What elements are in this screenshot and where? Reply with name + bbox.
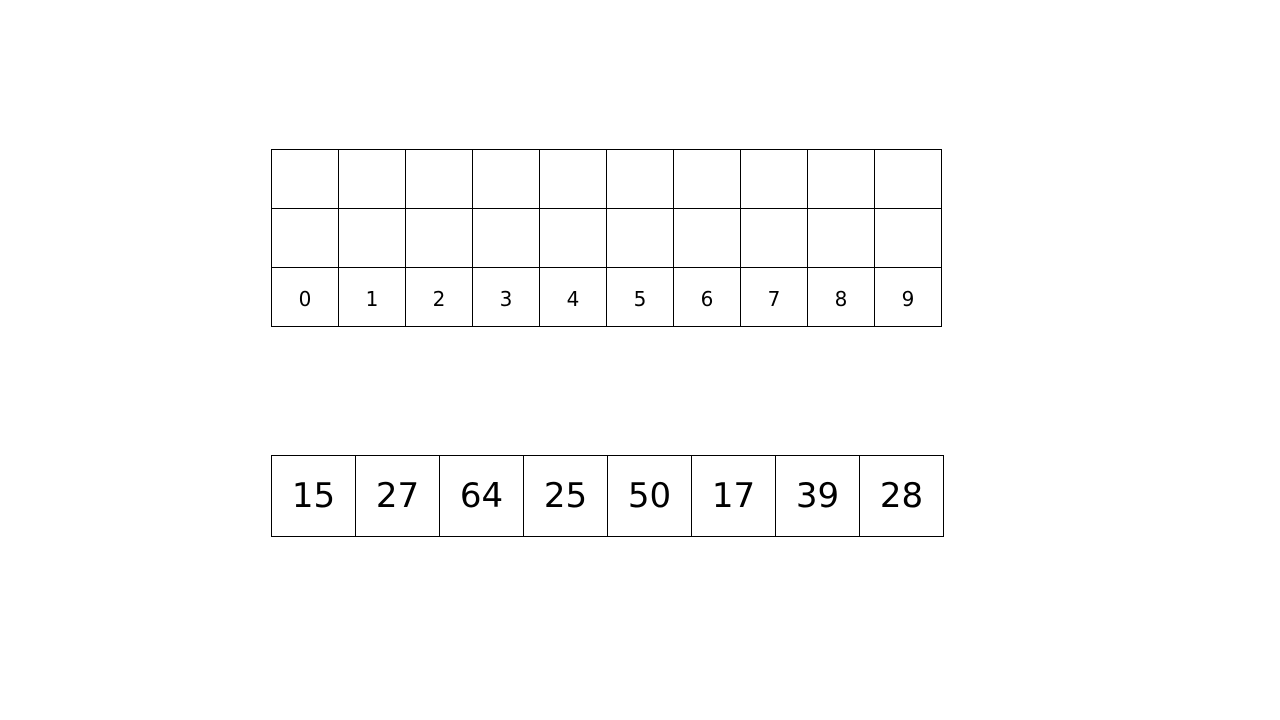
array-cell-0: 15 (272, 456, 356, 537)
array-cell-6: 39 (776, 456, 860, 537)
bucket-index-2: 2 (406, 268, 473, 327)
array-cell-5: 17 (692, 456, 776, 537)
bucket-cell (607, 209, 674, 268)
array-cell-7: 28 (860, 456, 944, 537)
bucket-cell (674, 209, 741, 268)
bucket-index-1: 1 (339, 268, 406, 327)
bucket-cell (808, 209, 875, 268)
array-cell-3: 25 (524, 456, 608, 537)
bucket-cell (339, 209, 406, 268)
bucket-row-empty-2 (272, 209, 942, 268)
array-cell-4: 50 (608, 456, 692, 537)
bucket-cell (741, 209, 808, 268)
bucket-cell (473, 150, 540, 209)
input-array-row (272, 456, 944, 537)
bucket-cell (406, 150, 473, 209)
bucket-index-6: 6 (674, 268, 741, 327)
bucket-cell (540, 209, 607, 268)
bucket-cell (473, 209, 540, 268)
bucket-cell (406, 209, 473, 268)
bucket-cell (540, 150, 607, 209)
bucket-cell (607, 150, 674, 209)
array-cell-2: 64 (440, 456, 524, 537)
bucket-cell (674, 150, 741, 209)
bucket-row-empty-1 (272, 150, 942, 209)
bucket-cell (339, 150, 406, 209)
bucket-cell (741, 150, 808, 209)
bucket-cell (875, 209, 942, 268)
bucket-index-5: 5 (607, 268, 674, 327)
bucket-cell (272, 150, 339, 209)
bucket-index-9: 9 (875, 268, 942, 327)
bucket-cell (272, 209, 339, 268)
bucket-index-0: 0 (272, 268, 339, 327)
bucket-index-3: 3 (473, 268, 540, 327)
array-cell-1: 27 (356, 456, 440, 537)
bucket-cell (875, 150, 942, 209)
bucket-index-8: 8 (808, 268, 875, 327)
bucket-index-row (272, 268, 942, 327)
bucket-index-7: 7 (741, 268, 808, 327)
input-array (271, 455, 944, 537)
bucket-index-4: 4 (540, 268, 607, 327)
bucket-grid (271, 149, 942, 327)
bucket-cell (808, 150, 875, 209)
